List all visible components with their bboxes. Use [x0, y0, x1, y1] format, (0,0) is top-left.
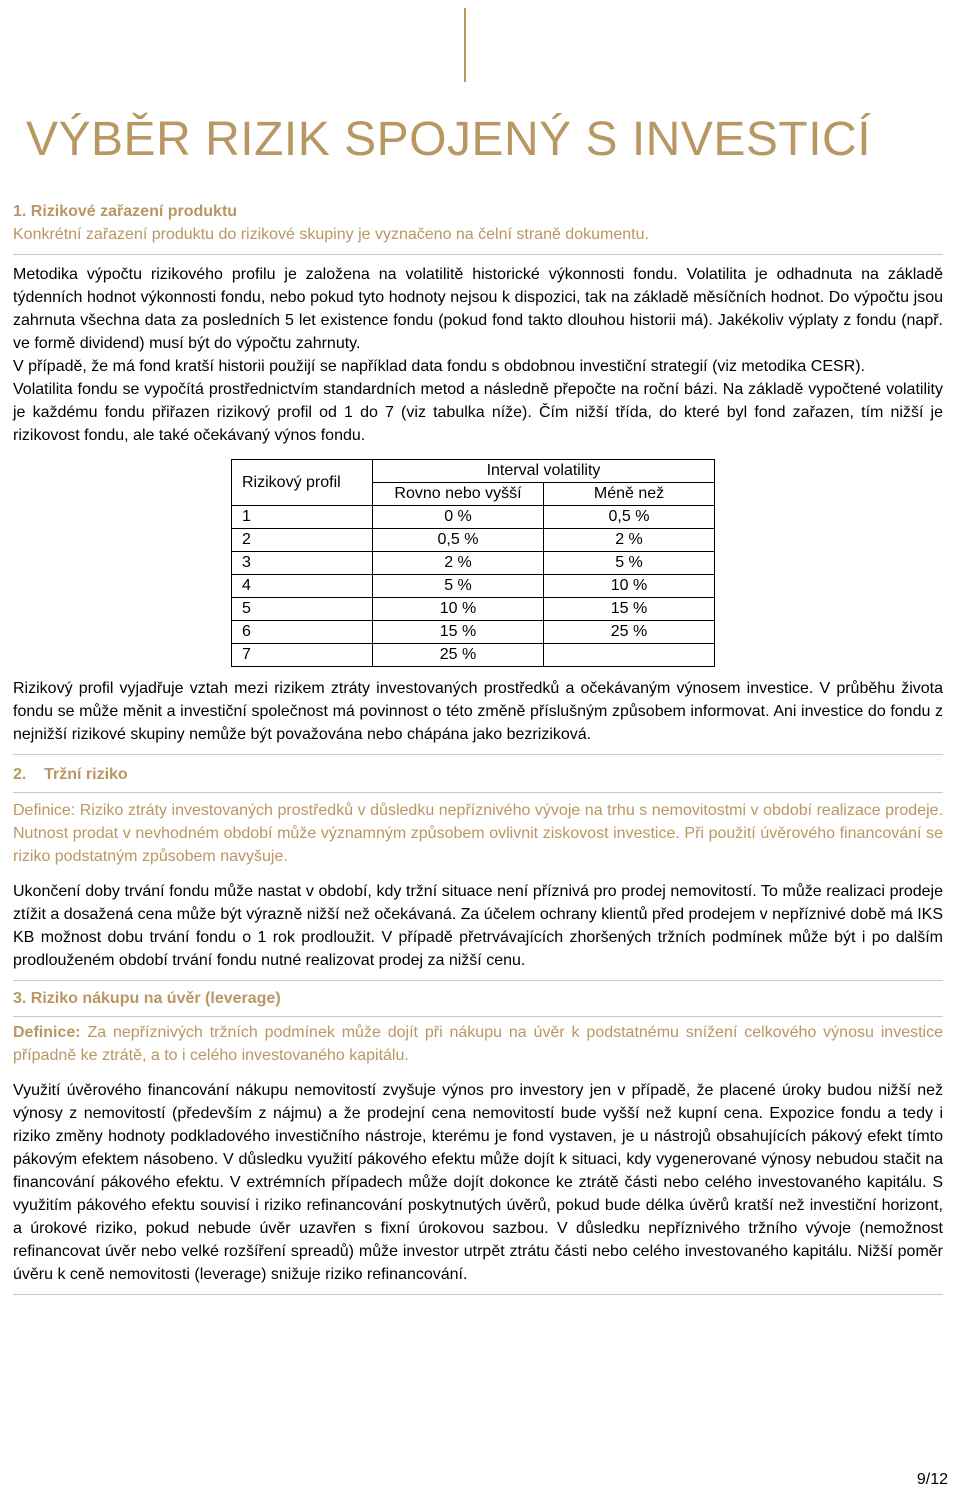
table-cell-profile: 3	[232, 552, 373, 575]
table-cell-from: 5 %	[373, 575, 544, 598]
table-cell-profile: 7	[232, 644, 373, 667]
table-cell-from: 2 %	[373, 552, 544, 575]
page-number: 9/12	[916, 1471, 948, 1488]
section-2-definition-text: : Riziko ztráty investovaných prostředků v důsledku nepříznivého vývoje na trhu s nemovitostmi v období realizace prodeje. Nutnost prodat v nevhodném období může významným způsobem ovlivnit ziskovost investice. Při použití úvěrového financování se riziko podstatným způsobem navyšuje.	[13, 802, 943, 865]
table-cell-profile: 5	[232, 598, 373, 621]
section-2-number: 2.	[13, 766, 27, 783]
table-cell-to: 0,5 %	[544, 506, 715, 529]
section-3-definition-text: Za nepříznivých tržních podmínek může dojít při nákupu na úvěr k podstatnému snížení celkového výnosu investice případně ke ztrátě, a to i celého investovaného kapitálu.	[13, 1024, 943, 1064]
table-cell-from: 0 %	[373, 506, 544, 529]
table-row	[232, 644, 715, 667]
section-2-definition	[13, 799, 943, 868]
table-header-profile: Rizikový profil	[232, 460, 373, 506]
document-body	[13, 200, 943, 1295]
table-header-to: Méně než	[544, 483, 715, 506]
table-row	[232, 598, 715, 621]
table-cell-to: 10 %	[544, 575, 715, 598]
table-cell-to	[544, 644, 715, 667]
section-3-end-divider	[13, 1294, 943, 1295]
section-1-paragraph-3: Volatilita fondu se vypočítá prostřednictvím standardních metod a následně přepočte na roční bázi. Na základě vypočtené volatility je každému fondu přiřazen rizikový profil od 1 do 7 (viz tabulka níže). Čím nižší třída, do které byl fond zařazen, tím nižší je rizikovost fondu, ale také očekávaný výnos fondu.	[13, 381, 943, 444]
table-cell-from: 0,5 %	[373, 529, 544, 552]
table-row	[232, 575, 715, 598]
section-1-heading: 1. Rizikové zařazení produktu	[13, 203, 238, 220]
volatility-table	[231, 459, 715, 667]
section-1-paragraph-2: V případě, že má fond kratší historii použijí se například data fondu s obdobnou investiční strategií (viz metodika CESR).	[13, 358, 865, 375]
table-cell-profile: 2	[232, 529, 373, 552]
table-cell-to: 25 %	[544, 621, 715, 644]
section-1-intro: Konkrétní zařazení produktu do rizikové skupiny je vyznačeno na čelní straně dokumentu.	[13, 226, 649, 243]
table-cell-profile: 1	[232, 506, 373, 529]
table-row	[232, 529, 715, 552]
table-header-interval: Interval volatility	[373, 460, 715, 483]
table-row	[232, 621, 715, 644]
section-3-heading: 3. Riziko nákupu na úvěr (leverage)	[13, 990, 281, 1007]
table-row	[232, 506, 715, 529]
header-divider-line	[464, 8, 466, 82]
table-cell-from: 15 %	[373, 621, 544, 644]
table-cell-profile: 6	[232, 621, 373, 644]
section-3-paragraph-1: Využití úvěrového financování nákupu nemovitostí zvyšuje výnos pro investory jen v případě, že placené úroky budou nižší než výnosy z nemovitostí (především z nájmu) a že prodejní cena nemovitostí bude vyšší než kupní cena. Expozice fondu a tedy i riziko změny hodnoty podkladového investičního nástroje, kterému je fond vystaven, je u nástrojů obsahujících pákový efekt tímto pákovým efektem násobeno. V důsledku využití pákového efektu může dojít k situaci, kdy vygenerované výnosy nebudou stačit na financování pákového efektu. V extrémních případech může dojít dokonce ke ztrátě části nebo celého investovaného kapitálu. S využitím pákového efektu souvisí i riziko refinancování poskytnutých úvěrů, pokud bude délka úvěrů kratší než investiční horizont, a úrokové riziko, pokud nebude úvěr uzavřen s fixní úrokovou sazbou. V důsledku nepříznivého tržního vývoje (nemožnost refinancovat úvěr nebo velké rozšíření spreadů) může investor utrpět ztrátu části nebo celého investovaného kapitálu. Nižší poměr úvěru k ceně nemovitosti (leverage) snižuje riziko refinancování.	[13, 1082, 943, 1283]
section-1-paragraph-1: Metodika výpočtu rizikového profilu je založena na volatilitě historické výkonnosti fondu. Volatilita je odhadnuta na základě týdenních hodnot výkonnosti fondu, nebo pokud tyto hodnoty nejsou k dispozici, tak na základě měsíčních hodnot. Do výpočtu jsou zahrnuta všechna data za posledních 5 let existence fondu (pokud fond takto dlouhou historii má). Jakékoliv výplaty z fondu (např. ve formě dividend) musí být do výpočtu zahrnuty.	[13, 266, 943, 352]
table-cell-to: 5 %	[544, 552, 715, 575]
table-header-from: Rovno nebo vyšší	[373, 483, 544, 506]
table-cell-to: 15 %	[544, 598, 715, 621]
section-2-title: Tržní riziko	[44, 766, 128, 783]
section-2-definition-label: Definice	[13, 802, 71, 819]
table-row	[232, 552, 715, 575]
table-cell-from: 10 %	[373, 598, 544, 621]
section-2-heading	[13, 763, 943, 786]
table-cell-profile: 4	[232, 575, 373, 598]
section-2-paragraph-1: Ukončení doby trvání fondu může nastat v období, kdy tržní situace není příznivá pro prodej nemovitostí. To může realizaci prodeje ztížit a dosažená cena může být výrazně nižší než očekávaná. Za účelem ochrany klientů před prodejem v nepříznivé době má IKS KB možnost dobu trvání fondu o 1 rok prodloužit. V případě přetrvávajících zhoršených tržních podmínek může být i po dalším prodlouženém období trvání fondu nutné realizovat prodej za nižší cenu.	[13, 883, 943, 969]
table-cell-from: 25 %	[373, 644, 544, 667]
section-3-definition-label: Definice:	[13, 1024, 81, 1041]
section-3-definition	[13, 1021, 943, 1067]
section-1-paragraph-4: Rizikový profil vyjadřuje vztah mezi rizikem ztráty investovaných prostředků a očekávaným výnosem investice. V průběhu života fondu se může měnit a investiční společnost má povinnost o této změně příslušným způsobem informovat. Ani investice do fondu z nejnižší rizikové skupiny nemůže být považována nebo chápána jako bezriziková.	[13, 680, 943, 743]
page-title: VÝBĚR RIZIK SPOJENÝ S INVESTICÍ	[26, 113, 872, 166]
table-cell-to: 2 %	[544, 529, 715, 552]
